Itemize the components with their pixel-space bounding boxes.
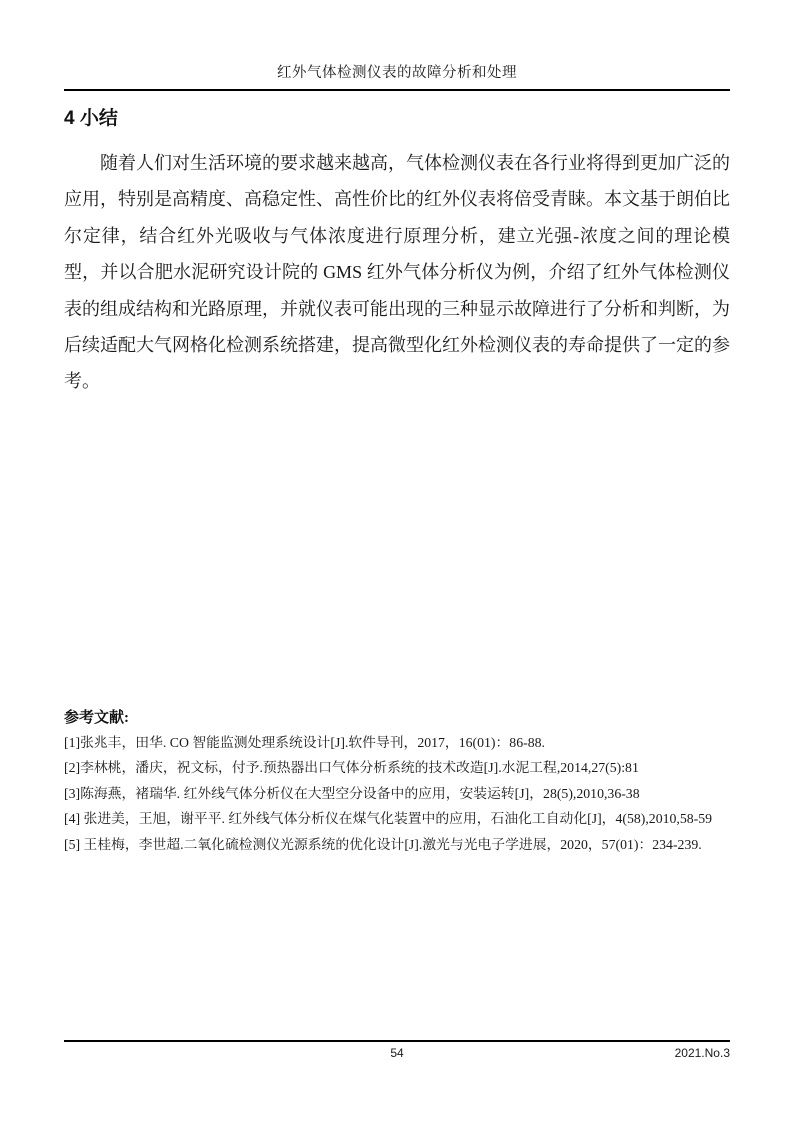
reference-item-5: [5] 王桂梅，李世超.二氧化硫检测仪光源系统的优化设计[J].激光与光电子学进展，2020，57(01)：234-239. [64, 836, 702, 852]
running-head-title: 红外气体检测仪表的故障分析和处理 [277, 65, 517, 81]
issue-label: 2021.No.3 [674, 1046, 730, 1060]
references-section [64, 706, 730, 857]
reference-item-2: [2]李林桃，潘庆，祝文标，付予.预热器出口气体分析系统的技术改造[J].水泥工程,2014,27(5):81 [64, 760, 639, 776]
footer-row [64, 1044, 730, 1062]
references-title: 参考文献: [64, 710, 129, 726]
page-number: 54 [390, 1046, 404, 1060]
reference-item-4: [4] 张进美，王旭，谢平平. 红外线气体分析仪在煤气化装置中的应用，石油化工自动化[J]，4(58),2010,58-59 [64, 811, 713, 827]
reference-item-1: [1]张兆丰，田华. CO 智能监测处理系统设计[J].软件导刊，2017，16(01)：86-88. [64, 735, 545, 750]
page-content [64, 0, 730, 400]
body-paragraph: 随着人们对生活环境的要求越来越高，气体检测仪表在各行业将得到更加广泛的应用，特别是高精度、高稳定性、高性价比的红外仪表将倍受青睐。本文基于朗伯比尔定律，结合红外光吸收与气体浓度进行原理分析，建立光强-浓度之间的理论模型，并以合肥水泥研究设计院的 GMS 红外气体分析仪为例，介绍了红外气体检测仪表的组成结构和光路原理，并就仪表可能出现的三种显示故障进行了分析和判断，为后续适配大气网格化检测系统搭建，提高微型化红外检测仪表的寿命提供了一定的参考。 [64, 153, 730, 392]
reference-item-3: [3]陈海燕，褚瑞华. 红外线气体分析仪在大型空分设备中的应用，安装运转[J]，28(5),2010,36-38 [64, 785, 640, 801]
section-heading: 4 小结 [64, 108, 118, 129]
page-footer [64, 1040, 730, 1062]
header-rule [64, 89, 730, 91]
footer-rule [64, 1040, 730, 1042]
